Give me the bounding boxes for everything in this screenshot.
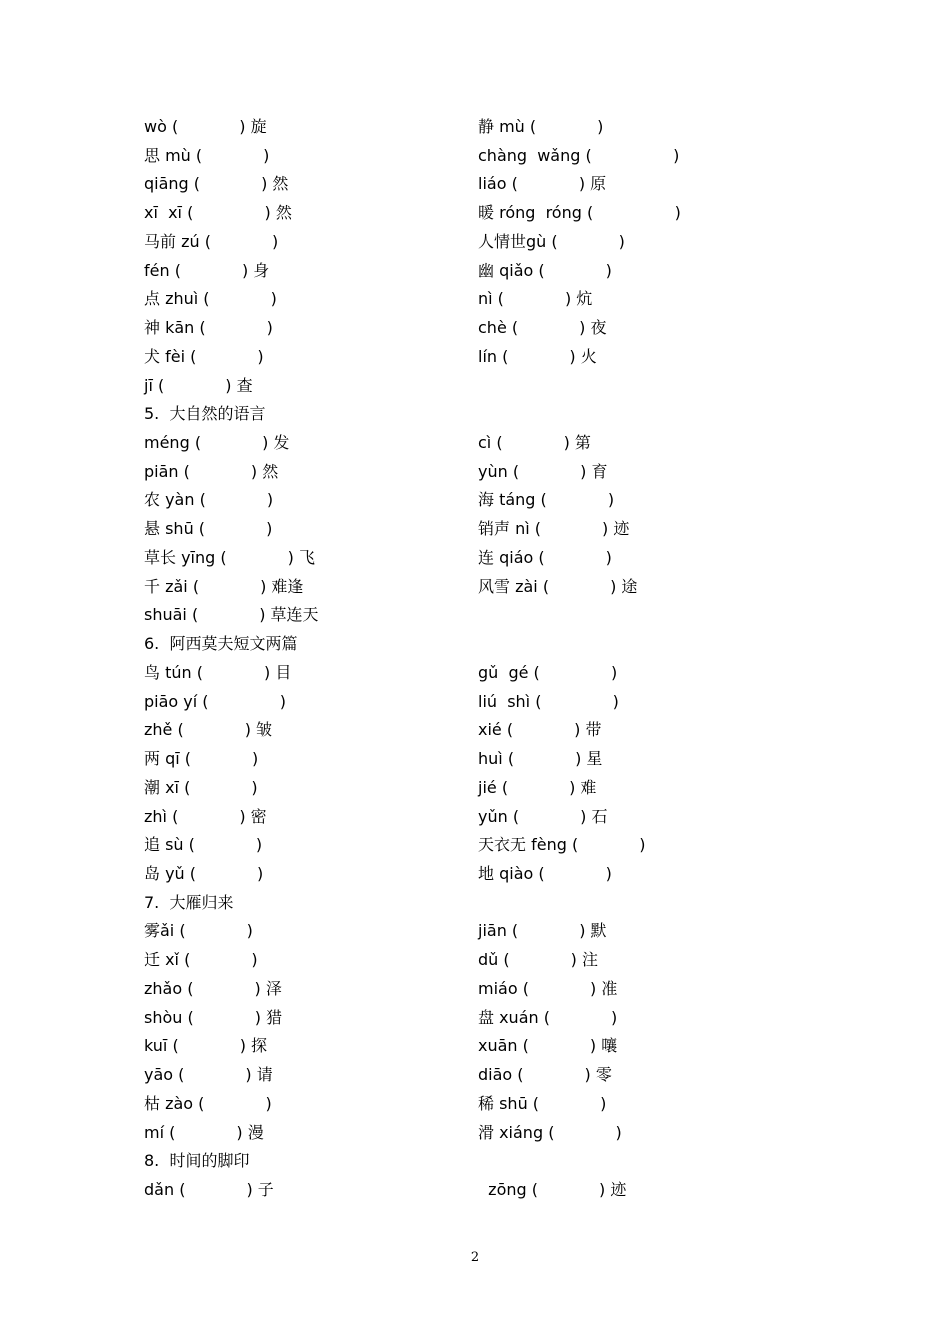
exercise-item: 农 yàn ( ) [144,490,274,509]
exercise-item: xī xī ( ) 然 [144,203,292,222]
exercise-item: 人情世gù ( ) [478,232,625,251]
exercise-item: 迁 xǐ ( ) [144,950,258,969]
exercise-item: xié ( ) 带 [478,720,602,739]
page-number: 2 [470,1250,480,1265]
exercise-item: 鸟 tún ( ) 目 [144,663,292,682]
exercise-item: huì ( ) 星 [478,749,603,768]
exercise-item: 思 mù ( ) [144,146,270,165]
exercise-item: liú shì ( ) [478,692,619,711]
exercise-item: jī ( ) 查 [144,376,253,395]
exercise-item: 马前 zú ( ) [144,232,279,251]
exercise-item: jiān ( ) 默 [478,921,607,940]
section-heading: 5. 大自然的语言 [144,404,266,423]
exercise-item: 地 qiào ( ) [478,864,612,883]
exercise-item: nì ( ) 炕 [478,289,593,308]
exercise-item: zhì ( ) 密 [144,807,267,826]
exercise-item: 两 qī ( ) [144,749,259,768]
exercise-item: miáo ( ) 准 [478,979,618,998]
exercise-item: diāo ( ) 零 [478,1065,612,1084]
exercise-item: cì ( ) 第 [478,433,591,452]
exercise-item: 销声 nì ( ) 迹 [478,519,630,538]
exercise-item: kuī ( ) 探 [144,1036,268,1055]
exercise-item: 追 sù ( ) [144,835,263,854]
exercise-item: 静 mù ( ) [478,117,604,136]
exercise-item: 稀 shū ( ) [478,1094,607,1113]
exercise-item: zōng ( ) 迹 [478,1180,627,1199]
section-heading: 6. 阿西莫夫短文两篇 [144,634,298,653]
exercise-item: mí ( ) 漫 [144,1123,264,1142]
exercise-item: yāo ( ) 请 [144,1065,273,1084]
exercise-item: 连 qiáo ( ) [478,548,612,567]
exercise-item: piāo yí ( ) [144,692,286,711]
exercise-item: wò ( ) 旋 [144,117,267,136]
exercise-item: dǎn ( ) 子 [144,1180,274,1199]
exercise-item: dǔ ( ) 注 [478,950,598,969]
exercise-item: chàng wǎng ( ) [478,146,680,165]
exercise-item: fén ( ) 身 [144,261,270,280]
exercise-item: shòu ( ) 猎 [144,1008,283,1027]
exercise-item: 枯 zào ( ) [144,1094,272,1113]
exercise-item: 雾ǎi ( ) [144,921,253,940]
exercise-item: 暖 róng róng ( ) [478,203,681,222]
exercise-item: zhǎo ( ) 泽 [144,979,282,998]
exercise-item: zhě ( ) 皱 [144,720,273,739]
exercise-item: piān ( ) 然 [144,462,279,481]
exercise-item: 点 zhuì ( ) [144,289,277,308]
exercise-item: 潮 xī ( ) [144,778,258,797]
exercise-item: 草长 yīng ( ) 飞 [144,548,315,567]
exercise-item: 千 zǎi ( ) 难逢 [144,577,304,596]
exercise-item: 天衣无 fèng ( ) [478,835,646,854]
exercise-item: 幽 qiǎo ( ) [478,261,612,280]
exercise-item: 海 táng ( ) [478,490,615,509]
exercise-item: yùn ( ) 育 [478,462,608,481]
exercise-item: xuān ( ) 嚷 [478,1036,618,1055]
exercise-item: jié ( ) 难 [478,778,597,797]
exercise-item: qiāng ( ) 然 [144,174,289,193]
exercise-item: 滑 xiáng ( ) [478,1123,622,1142]
exercise-item: lín ( ) 火 [478,347,597,366]
exercise-item: méng ( ) 发 [144,433,290,452]
exercise-item: 盘 xuán ( ) [478,1008,618,1027]
exercise-item: chè ( ) 夜 [478,318,607,337]
exercise-item: 风雪 zài ( ) 途 [478,577,638,596]
section-heading: 7. 大雁归来 [144,893,234,912]
exercise-item: 神 kān ( ) [144,318,273,337]
exercise-item: 岛 yǔ ( ) [144,864,264,883]
exercise-item: shuāi ( ) 草连天 [144,605,319,624]
exercise-item: liáo ( ) 原 [478,174,607,193]
exercise-item: gǔ gé ( ) [478,663,618,682]
exercise-item: 犬 fèi ( ) [144,347,264,366]
exercise-item: yǔn ( ) 石 [478,807,608,826]
section-heading: 8. 时间的脚印 [144,1151,250,1170]
exercise-item: 悬 shū ( ) [144,519,273,538]
